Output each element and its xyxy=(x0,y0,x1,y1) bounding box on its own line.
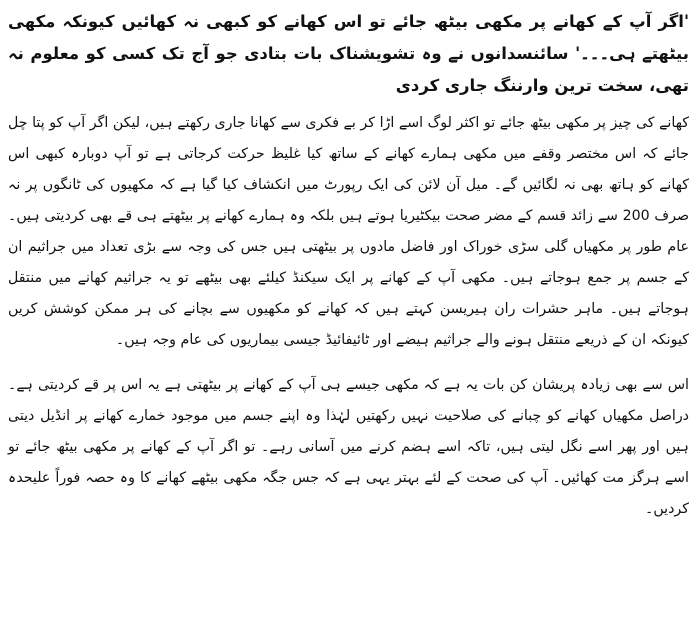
article xyxy=(8,6,689,525)
article-paragraph: اس سے بھی زیادہ پریشان کن بات یہ ہے کہ مکھی جیسے ہی آپ کے کھانے پر بیٹھتی ہے یہ اس پر قے کردیتی ہے۔ دراصل مکھیاں کھانے کو چبانے کی صلاحیت نہیں رکھتیں لہٰذا وہ اپنے جسم میں موجود خمارے کھانے پر انڈیل دیتی ہیں اور پھر اسے نگل لیتی ہیں، تاکہ اسے ہضم کرنے میں آسانی رہے۔ تو اگر آپ کے کھانے پر مکھی بیٹھ جائے تو اسے ہرگز مت کھائیں۔ آپ کی صحت کے لئے بہتر یہی ہے کہ جس جگہ مکھی بیٹھے کھانے کا وہ حصہ فوراً علیحدہ کردیں۔ xyxy=(8,377,689,517)
headline: 'اگر آپ کے کھانے پر مکھی بیٹھ جائے تو اس کھانے کو کبھی نہ کھائیں کیونکہ مکھی بیٹھتے ہی۔۔۔' سائنسدانوں نے وہ تشویشناک بات بتادی جو آج تک کسی کو معلوم نہ تھی، سخت ترین وارننگ جاری کردی xyxy=(8,12,689,95)
article-paragraph: کھانے کی چیز پر مکھی بیٹھ جائے تو اکثر لوگ اسے اڑا کر بے فکری سے کھانا جاری رکھتے ہیں، لیکن اگر آپ کو پتا چل جائے کہ اس مختصر وقفے میں مکھی ہمارے کھانے کے ساتھ کیا غلیظ حرکت کرجاتی ہے تو آپ دوبارہ کبھی اس کھانے کو ہاتھ بھی نہ لگائیں گے۔ میل آن لائن کی ایک رپورٹ میں انکشاف کیا گیا ہے کہ مکھیوں کی ٹانگوں پر نہ صرف 200 سے زائد قسم کے مضر صحت بیکٹیریا ہوتے ہیں بلکہ وہ ہمارے کھانے پر بیٹھتے ہی قے بھی کردیتی ہیں۔ عام طور پر مکھیاں گلی سڑی خوراک اور فاضل مادوں پر بیٹھتی ہیں جس کی وجہ سے بڑی تعداد میں جراثیم ان کے جسم پر جمع ہوجاتے ہیں۔ مکھی آپ کے کھانے پر ایک سیکنڈ کیلئے بھی بیٹھے تو یہ جراثیم کھانے میں منتقل ہوجاتے ہیں۔ ماہر حشرات ران ہیریسن کہتے ہیں کہ کھانے کو مکھیوں سے بچانے کی ہر ممکن کوشش کریں کیونکہ ان کے ذریعے منتقل ہونے والے جراثیم ہیضے اور ٹائیفائیڈ جیسی بیماریوں کی عام وجہ ہیں۔ xyxy=(8,115,689,348)
